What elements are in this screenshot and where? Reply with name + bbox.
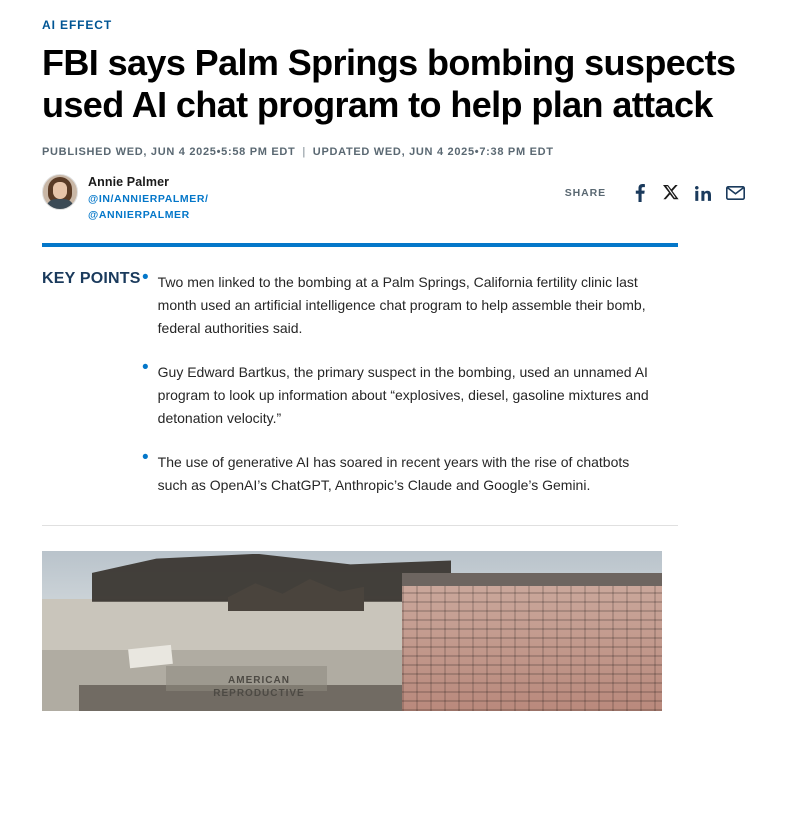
published-timestamp: PUBLISHED WED, JUN 4 2025•5:58 PM EDT	[42, 146, 296, 159]
updated-timestamp: UPDATED WED, JUN 4 2025•7:38 PM EDT	[312, 146, 554, 159]
divider-accent	[42, 243, 678, 247]
list-item	[142, 267, 652, 339]
author-meta	[88, 174, 209, 221]
facebook-icon[interactable]	[626, 182, 652, 204]
hero-image	[42, 551, 662, 711]
share-label: SHARE	[564, 187, 606, 200]
avatar	[42, 174, 78, 210]
bullet-icon: •	[142, 447, 149, 469]
key-point-text: The use of generative AI has soared in recent years with the rise of chatbots such as OpenAI’s ChatGPT, Anthropic’s Claude and Google’s Gemini.	[157, 454, 630, 493]
avatar-face	[53, 182, 67, 199]
article-dateline	[42, 146, 748, 158]
key-points-section	[42, 269, 748, 518]
byline-row	[42, 174, 748, 221]
author-profile-link[interactable]: @IN/ANNIERPALMER/	[88, 193, 209, 206]
list-item	[142, 357, 652, 429]
email-icon[interactable]	[722, 182, 748, 204]
linkedin-icon[interactable]	[690, 182, 716, 204]
hero-white-debris	[128, 644, 173, 668]
divider-light	[42, 525, 678, 526]
avatar-body	[46, 199, 74, 209]
author-block[interactable]	[42, 174, 209, 221]
bullet-icon: •	[142, 357, 149, 379]
key-points-title: KEY POINTS	[42, 270, 141, 288]
list-item	[142, 447, 652, 496]
key-point-text: Guy Edward Bartkus, the primary suspect in the bombing, used an unnamed AI program to look up information about “explosives, diesel, gasoline mixtures and detonation velocity.”	[157, 364, 649, 426]
author-handle-link[interactable]: @ANNIERPALMER	[88, 209, 190, 222]
article-page	[0, 18, 790, 820]
dateline-separator: |	[302, 146, 307, 159]
share-bar	[565, 174, 748, 204]
article-kicker[interactable]: AI EFFECT	[42, 18, 113, 32]
page-title: FBI says Palm Springs bombing suspects used AI chat program to help plan attack	[42, 42, 736, 126]
hero-brick-wall	[402, 586, 662, 711]
author-name: Annie Palmer	[88, 175, 170, 190]
key-point-text: Two men linked to the bombing at a Palm Springs, California fertility clinic last month used an artificial intelligence chat program to help assemble their bomb, federal authorities said.	[157, 274, 646, 336]
bullet-icon: •	[142, 267, 149, 289]
key-points-list	[142, 269, 652, 518]
hero-sign-text: AMERICAN REPRODUCTIVE	[213, 674, 305, 699]
x-twitter-icon[interactable]	[658, 182, 684, 204]
